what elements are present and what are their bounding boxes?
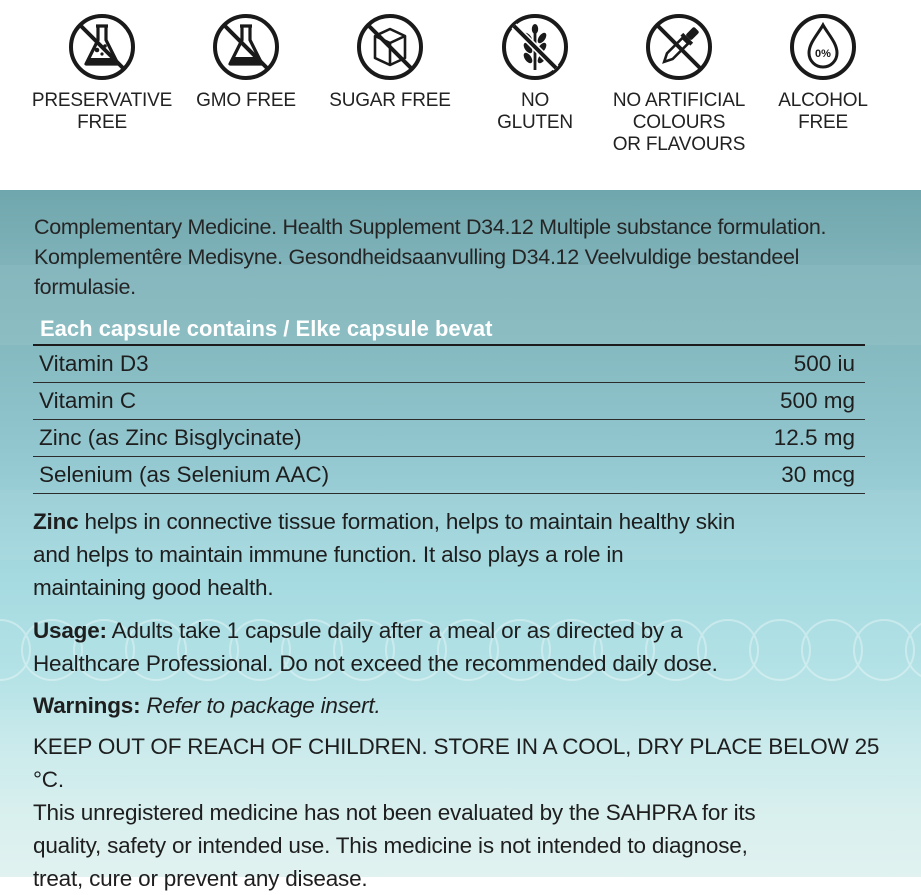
feature-badges [0, 0, 921, 190]
badge-label: NO ARTIFICIAL COLOURS OR FLAVOURS [612, 90, 746, 155]
no-sugar-cube-icon [355, 12, 425, 82]
info-panel [0, 190, 921, 891]
badge-alcohol-free [748, 12, 898, 134]
badge-label: NO GLUTEN [497, 90, 573, 133]
no-gmo-flask-icon [211, 12, 281, 82]
badge-label: SUGAR FREE [329, 90, 451, 111]
ingredient-amount: 500 iu [793, 351, 855, 376]
usage-section [33, 614, 903, 680]
usage-line [33, 614, 903, 647]
badge-no-gluten [460, 12, 610, 134]
ingredients-table [33, 314, 865, 494]
badge-sugar-free [315, 12, 465, 112]
usage-text: Adults take 1 capsule daily after a meal or as directed by a [106, 618, 683, 643]
zinc-line: and helps to maintain immune function. It also plays a role in [33, 542, 624, 567]
no-preservative-flask-icon [67, 12, 137, 82]
badge-label: ALCOHOL FREE [778, 90, 868, 133]
caution-section [33, 730, 903, 895]
badge-gmo-free [171, 12, 321, 112]
table-row [33, 457, 865, 494]
caution-line: quality, safety or intended use. This medicine is not intended to diagnose, [33, 833, 748, 858]
ingredient-amount: 500 mg [779, 388, 855, 413]
zinc-claim [33, 505, 903, 604]
ingredients-heading: Each capsule contains / Elke capsule bevat [33, 314, 865, 346]
zinc-title: Zinc [33, 509, 79, 534]
intro-line: Komplementêre Medisyne. Gesondheidsaanvulling D34.12 Veelvuldige bestandeel [34, 245, 800, 269]
table-row [33, 420, 865, 457]
zinc-line: maintaining good health. [33, 575, 274, 600]
warnings-section [33, 689, 903, 722]
caution-line: This unregistered medicine has not been evaluated by the SAHPRA for its [33, 800, 756, 825]
ingredient-name: Selenium (as Selenium AAC) [39, 462, 330, 487]
table-row [33, 346, 865, 383]
warnings-text: Refer to package insert. [140, 693, 381, 718]
badge-no-artificial [604, 12, 754, 156]
badge-label: GMO FREE [196, 90, 296, 111]
ingredient-name: Vitamin C [39, 388, 137, 413]
caution-line: KEEP OUT OF REACH OF CHILDREN. STORE IN A COOL, DRY PLACE BELOW 25 °C. [33, 734, 880, 792]
no-gluten-wheat-icon [500, 12, 570, 82]
usage-title: Usage: [33, 618, 107, 643]
table-row [33, 383, 865, 420]
ingredient-amount: 30 mcg [781, 462, 855, 487]
alcohol-percent-text: 0% [815, 48, 831, 60]
regulatory-statement [34, 212, 904, 302]
badge-label: PRESERVATIVE FREE [31, 90, 173, 133]
intro-line: formulasie. [34, 275, 136, 299]
zinc-line [33, 505, 903, 538]
usage-line: Healthcare Professional. Do not exceed the recommended daily dose. [33, 651, 718, 676]
warnings-title: Warnings: [33, 693, 141, 718]
ingredient-name: Zinc (as Zinc Bisglycinate) [39, 425, 302, 450]
badge-preservative-free [27, 12, 177, 134]
no-artificial-dropper-icon [644, 12, 714, 82]
intro-line: Complementary Medicine. Health Supplement D34.12 Multiple substance formulation. [34, 215, 827, 239]
ingredient-name: Vitamin D3 [39, 351, 149, 376]
ingredient-amount: 12.5 mg [773, 425, 855, 450]
caution-line: treat, cure or prevent any disease. [33, 866, 368, 891]
zinc-text: helps in connective tissue formation, helps to maintain healthy skin [78, 509, 736, 534]
alcohol-free-drop-icon [788, 12, 858, 82]
